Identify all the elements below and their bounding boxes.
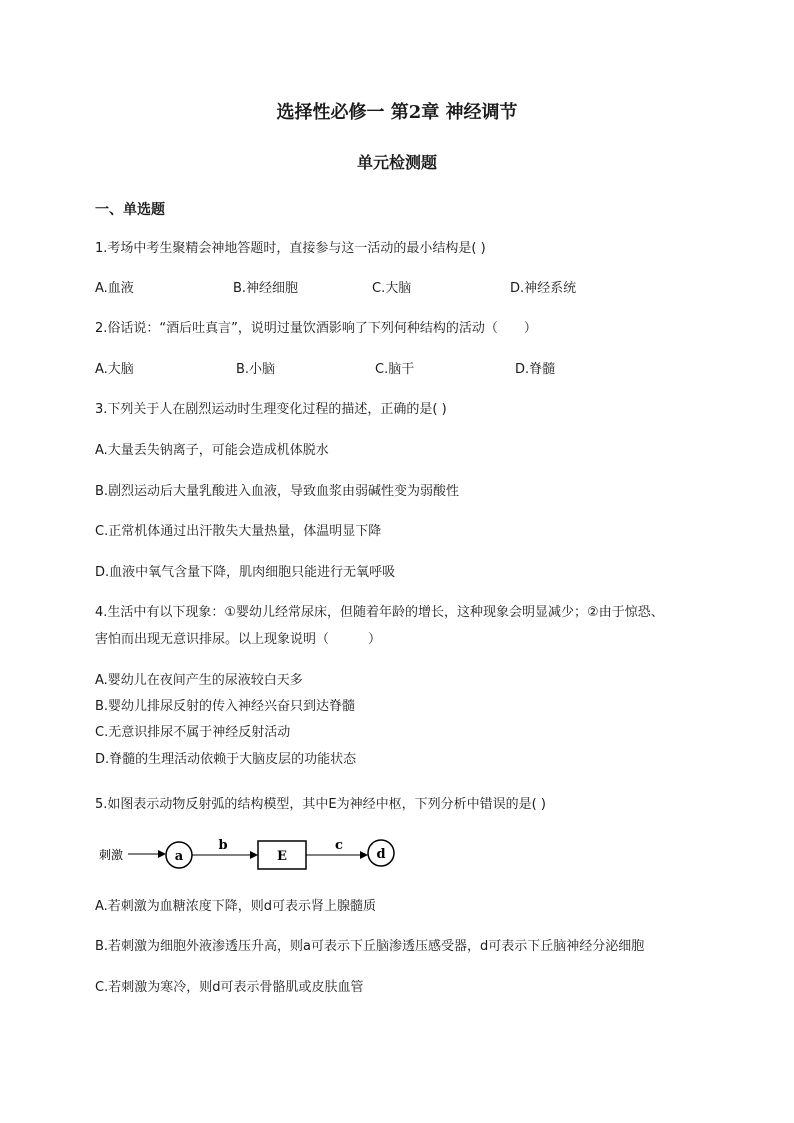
- question-3-option-d: D.血液中氧气含量下降，肌肉细胞只能进行无氧呼吸: [95, 565, 396, 580]
- question-2-stem: 2.俗话说：“酒后吐真言”，说明过量饮酒影响了下列何种结构的活动（ ）: [95, 321, 537, 336]
- question-4-option-c: C.无意识排尿不属于神经反射活动: [95, 725, 291, 740]
- question-1-option-d: D.神经系统: [510, 281, 577, 296]
- question-4-option-d: D.脊髓的生理活动依赖于大脑皮层的功能状态: [95, 752, 357, 767]
- question-4-option-b: B.婴幼儿排尿反射的传入神经兴奋只到达脊髓: [95, 699, 356, 714]
- arrow-c-label: c: [335, 838, 343, 853]
- node-a-label: a: [174, 849, 184, 864]
- question-5-option-c: C.若刺激为寒冷，则d可表示骨骼肌或皮肤血管: [95, 980, 364, 995]
- diagram-stimulus-label: 刺激: [99, 848, 124, 862]
- page-subtitle: 单元检测题: [356, 153, 437, 172]
- question-4-stem-line-1: 4.生活中有以下现象：①婴幼儿经常尿床，但随着年龄的增长，这种现象会明显减少；②由于惊恐、: [95, 605, 664, 620]
- question-3-option-b: B.剧烈运动后大量乳酸进入血液，导致血浆由弱碱性变为弱酸性: [95, 484, 460, 499]
- question-2-option-b: B.小脑: [236, 362, 276, 377]
- question-3-option-a: A.大量丢失钠离子，可能会造成机体脱水: [95, 443, 329, 458]
- node-d-label: d: [376, 847, 386, 862]
- question-4-stem-line-2: 害怕而出现无意识排尿。以上现象说明（ ）: [95, 632, 382, 647]
- question-2-option-c: C.脑干: [375, 362, 415, 377]
- question-2-option-a: A.大脑: [95, 362, 134, 377]
- arrow-b-label: b: [218, 838, 228, 853]
- question-5-option-b: B.若刺激为细胞外液渗透压升高，则a可表示下丘脑渗透压感受器，d可表示下丘脑神经分泌细胞: [95, 939, 645, 954]
- center-e-label: E: [277, 849, 287, 864]
- question-1-stem: 1.考场中考生聚精会神地答题时，直接参与这一活动的最小结构是( ): [95, 241, 486, 256]
- question-1-option-b: B.神经细胞: [233, 281, 299, 296]
- section-heading: 一、单选题: [95, 202, 165, 218]
- question-3-option-c: C.正常机体通过出汗散失大量热量，体温明显下降: [95, 524, 382, 539]
- question-1-option-c: C.大脑: [372, 281, 412, 296]
- page-title: 选择性必修一 第2章 神经调节: [276, 102, 518, 123]
- question-4-option-a: A.婴幼儿在夜间产生的尿液较白天多: [95, 673, 303, 688]
- reflex-arc-diagram: [95, 834, 415, 874]
- question-1-option-a: A.血液: [95, 281, 134, 296]
- question-3-stem: 3.下列关于人在剧烈运动时生理变化过程的描述，正确的是( ): [95, 402, 447, 417]
- question-5-stem: 5.如图表示动物反射弧的结构模型，其中E为神经中枢，下列分析中错误的是( ): [95, 797, 546, 812]
- question-2-option-d: D.脊髓: [515, 362, 556, 377]
- question-5-option-a: A.若刺激为血糖浓度下降，则d可表示肾上腺髓质: [95, 899, 377, 914]
